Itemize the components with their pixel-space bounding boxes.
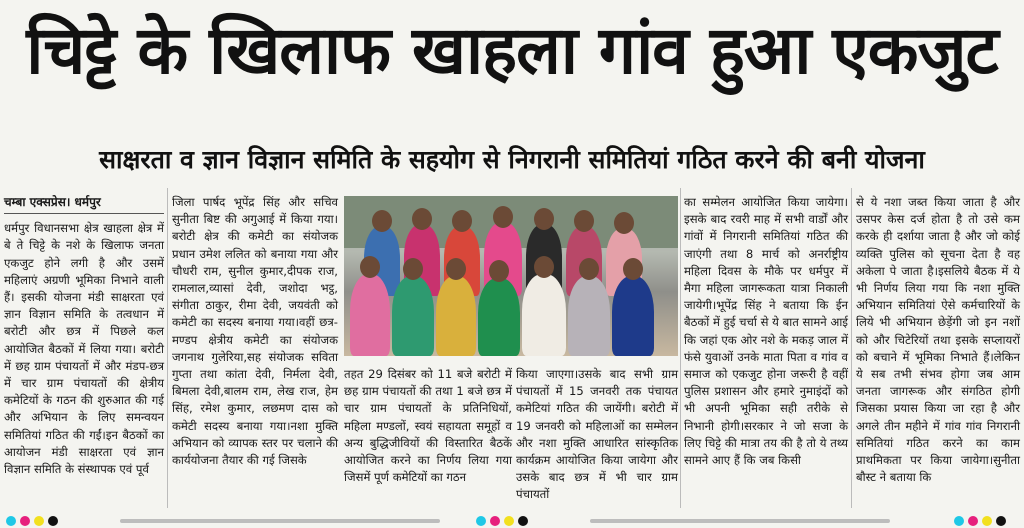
column-rule [851,188,852,508]
article-column-6 [856,194,1020,486]
column-rule [680,188,681,508]
column-text: तहत 29 दिसंबर को 11 बजे बरोटी में छह ग्राम पंचायतों की तथा 1 बजे छत्र में चार ग्राम पंचायतों के प्रतिनिधियों, महिला मण्डलों, स्वयं सहायता समूहों व अन्य बुद्धिजीवियों की विस्तारित बैठकें आयोजित करने का निर्णय लिया गया जिसमें पूर्ण कमेटियों का गठन [344,367,512,485]
article-column-5 [684,194,848,469]
column-text: धर्मपुर विधानसभा क्षेत्र खाहला क्षेत्र में बे ते चिट्टे के नशे के खिलाफ जनता एकजुट होने लगी है और उसमें महिलाएं अग्रणी भूमिका निभाने वाली हैं। इसकी योजना मंडी साक्षरता एवं ज्ञान विज्ञान समिति के तत्वधान में बरोटी और छत्र में पिछले कल आयोजित बैठकों में लिया गया। बरोटी में छह ग्राम पंचायतों में और मंडप-छत्र में चार ग्राम पंचायतों की क्षेत्रीय कमेटियों के गठन की शुरुआत की गई और अभियान के लिए समन्वयन समितियां गठित की गईं।इन बैठकों का आयोजन मंडी साक्षरता एवं ज्ञान विज्ञान समिति के संस्थापक एवं पूर्व [4,221,164,477]
registration-dot-cyan [6,516,16,526]
registration-dot-black [996,516,1006,526]
column-text: का सम्मेलन आयोजित किया जायेगा।इसके बाद रवरी माह में सभी वार्डों और गांवों में निगरानी समितियां गठित की जाएंगी तथा 8 मार्च को अनर्राष्ट्रीय महिला दिवस के मौके पर धर्मपुर में मैगा महिला जागरूकता यात्रा निकाली जायेगी।भूपेंद्र सिंह ने बताया कि ईन बैठकों में हुई चर्चा से ये बात सामने आई कि जहां एक ओर नशे के मकड़ जाल में फंसे युवाओं उनके माता पिता व गांव व समाज को एकजुट होना जरूरी है वहीं पुलिस प्रशासन और हमारे नुमाइंदों को भी अपनी भूमिका सही तरीके से निभानी होगी।सरकार ने जो सजा के लिए चिट्टे की मात्रा तय की है तो ये तथ्य सामने आए हैं कि जब किसी [684,195,848,468]
article-column-4 [516,366,678,504]
subheadline: साक्षरता व ज्ञान विज्ञान समिति के सहयोग से निगरानी समितियां गठित करने की बनी योजना [99,145,925,174]
column-text: से ये नशा जब्त किया जाता है और उसपर केस दर्ज होता है तो उसे कम करके ही दर्शाया जाता है और जो कोई व्यक्ति पुलिस को सूचना देता है वह अकेला पे जाता है।इसलिये बैठक में ये भी निर्णय लिया गया कि नशा मुक्ति अभियान समितियां ऐसे कर्मचारियों के लिये भी अभियान छेड़ेंगी जो इन नशों को और चिटेरियों तथा इसके सप्लायरों को बचाने में भूमिका निभाते हैं।लेकिन ये सब तभी संभव होगा जब आम जनता जागरूक और संगठित होगी जिसका प्रयास किया जा रहा है और अगले तीन महीने में गांव गांव निगरानी समितियां गठित करने का काम प्राथमिकता पर किया जायेगा।सुनीता बौस्ट ने बताया कि [856,195,1020,485]
registration-dot-yellow [504,516,514,526]
column-rule [167,188,168,508]
article-column-1 [4,194,164,478]
registration-dot-magenta [490,516,500,526]
registration-dot-magenta [968,516,978,526]
group-photo [344,196,678,356]
print-registration-strip [0,510,1024,528]
registration-dot-black [518,516,528,526]
registration-bar [120,519,440,523]
registration-dot-black [48,516,58,526]
column-text: जिला पार्षद भूपेंद्र सिंह और सचिव सुनीता बिष्ट की अगुआई में किया गया।बरोटी क्षेत्र की कमेटी का संयोजक प्रधान उमेश ललित को बनाया गया और चौधरी राम, सुनील कुमार,दीपक राज, रामलाल,व्यासां देवी, जशोदा भट्ठ, संगीता ठाकुर, रीमा देवी, जयवंती को कमेटी का सदस्य बनाया गया।वहीं छत्र-मण्डप क्षेत्रीय कमेटी का संयोजक जगनाथ गुलेरिया,सह संयोजक सविता गुप्ता तथा कांता देवी, निर्मला देवी, बिमला देवी,बालम राम, लेख राज, हेम सिंह, रमेश कुमार, लछमण दास को कमेटी सदस्य बनाया गया।नशा मुक्ति अभियान को व्यापक स्तर पर चलाने की कार्ययोजना तैयार की गई जिसके [172,195,338,468]
registration-dot-cyan [954,516,964,526]
registration-bar [590,519,890,523]
article-column-2 [172,194,338,469]
registration-dot-yellow [982,516,992,526]
registration-dot-cyan [476,516,486,526]
byline: चम्बा एक्सप्रेस। धर्मपुर [4,194,164,214]
registration-dot-magenta [20,516,30,526]
registration-dot-yellow [34,516,44,526]
article-column-3 [344,366,512,486]
headline: चिट्टे के खिलाफ खाहला गांव हुआ एकजुट [26,12,998,89]
column-text: किया जाएगा।उसके बाद सभी ग्राम पंचायतों में 15 जनवरी तक पंचायत कमेटियां गठित की जायेंगी। बरोटी में 19 जनवरी को महिलाओं का सम्मेलन और नशा मुक्ति आधारित सांस्कृतिक कार्यक्रम आयोजित किया जायेगा और उसके बाद छत्र में भी चार ग्राम पंचायतों [516,367,678,502]
